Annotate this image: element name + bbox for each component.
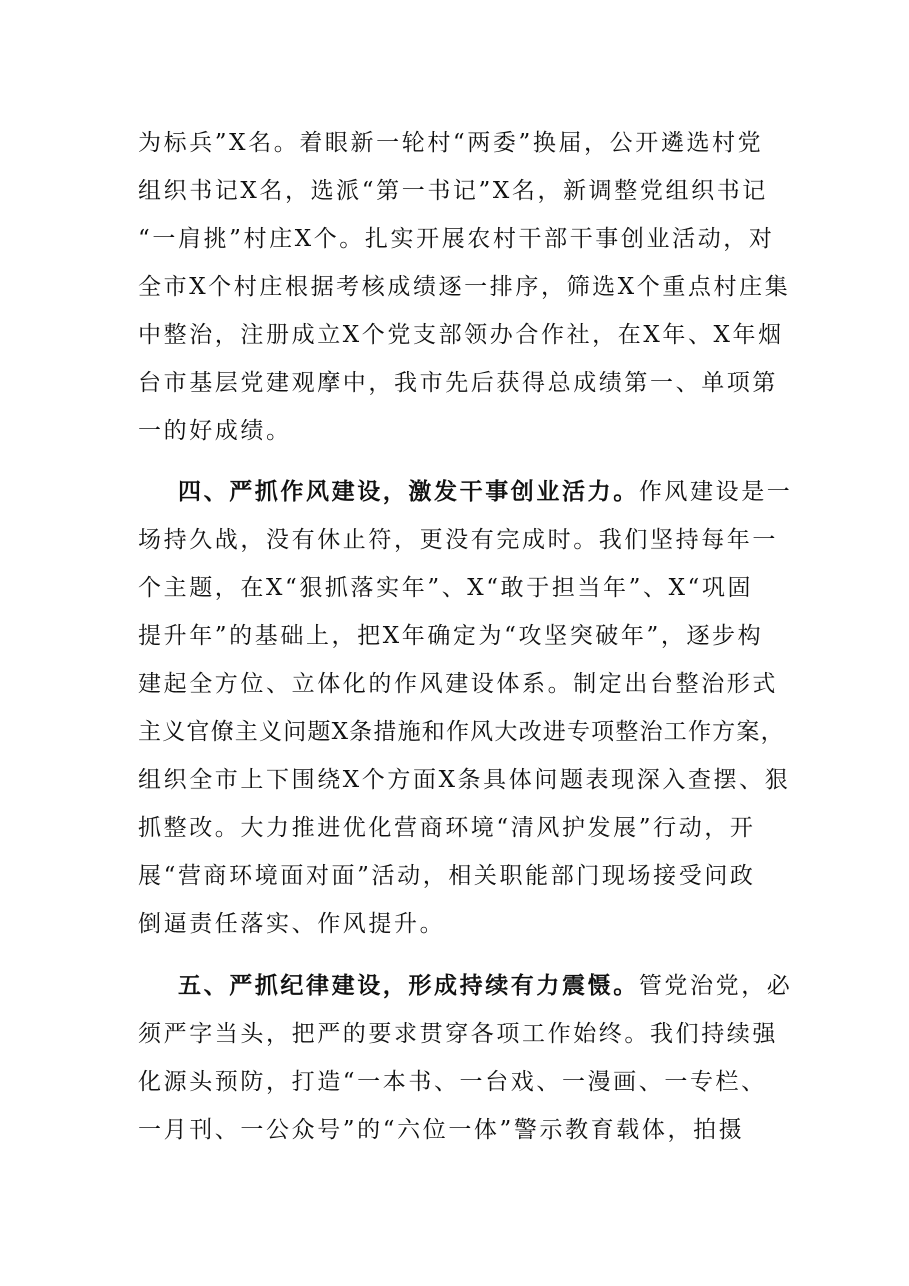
text-line: 化源头预防，打造“一本书、一台戏、一漫画、一专栏、: [138, 1069, 767, 1095]
text-span: 作风建设是一: [638, 479, 793, 505]
text-line: 为标兵”X名。着眼新一轮村“两委”换届，公开遴选村党: [138, 130, 764, 156]
text-line: 中整治，注册成立X个党支部领办合作社，在X年、X年烟: [138, 322, 784, 348]
text-line: 须严字当头，把严的要求贯穿各项工作始终。我们持续强: [138, 1021, 778, 1047]
text-line: 主义官僚主义问题X条措施和作风大改进专项整治工作方案，: [138, 719, 785, 745]
text-line: 组织书记X名，选派“第一书记”X名，新调整党组织书记: [138, 178, 768, 204]
text-line: “一肩挑”村庄X个。扎实开展农村干部干事创业活动，对: [138, 226, 775, 252]
text-line: 场持久战，没有休止符，更没有完成时。我们坚持每年一: [138, 527, 778, 553]
section-heading: 四、严抓作风建设，激发干事创业活力。: [178, 479, 639, 505]
text-line: 一月刊、一公众号”的“六位一体”警示教育载体，拍摄: [138, 1117, 745, 1143]
text-line: 个主题，在X“狠抓落实年”、X“敢于担当年”、X“巩固: [138, 575, 754, 601]
text-line: 组织全市上下围绕X个方面X条具体问题表现深入查摆、狠: [138, 767, 791, 793]
section-heading: 五、严抓纪律建设，形成持续有力震慑。: [178, 973, 639, 999]
text-line: 一的好成绩。: [138, 418, 292, 444]
text-line: 全市X个村庄根据考核成绩逐一排序，筛选X个重点村庄集: [138, 274, 791, 300]
text-line: 提升年”的基础上，把X年确定为“攻坚突破年”，逐步构: [138, 623, 764, 649]
text-line: 抓整改。大力推进优化营商环境“清风护发展”行动，开: [138, 815, 756, 841]
text-line: 展“营商环境面对面”活动，相关职能部门现场接受问政: [138, 863, 756, 889]
text-line: 建起全方位、立体化的作风建设体系。制定出台整治形式: [138, 671, 778, 697]
paragraph-first-line: [178, 971, 792, 1001]
text-span: 管党治党，必: [638, 973, 793, 999]
text-line: 倒逼责任落实、作风提升。: [138, 911, 446, 937]
text-line: 台市基层党建观摩中，我市先后获得总成绩第一、单项第: [138, 370, 778, 396]
paragraph-first-line: [178, 477, 792, 507]
